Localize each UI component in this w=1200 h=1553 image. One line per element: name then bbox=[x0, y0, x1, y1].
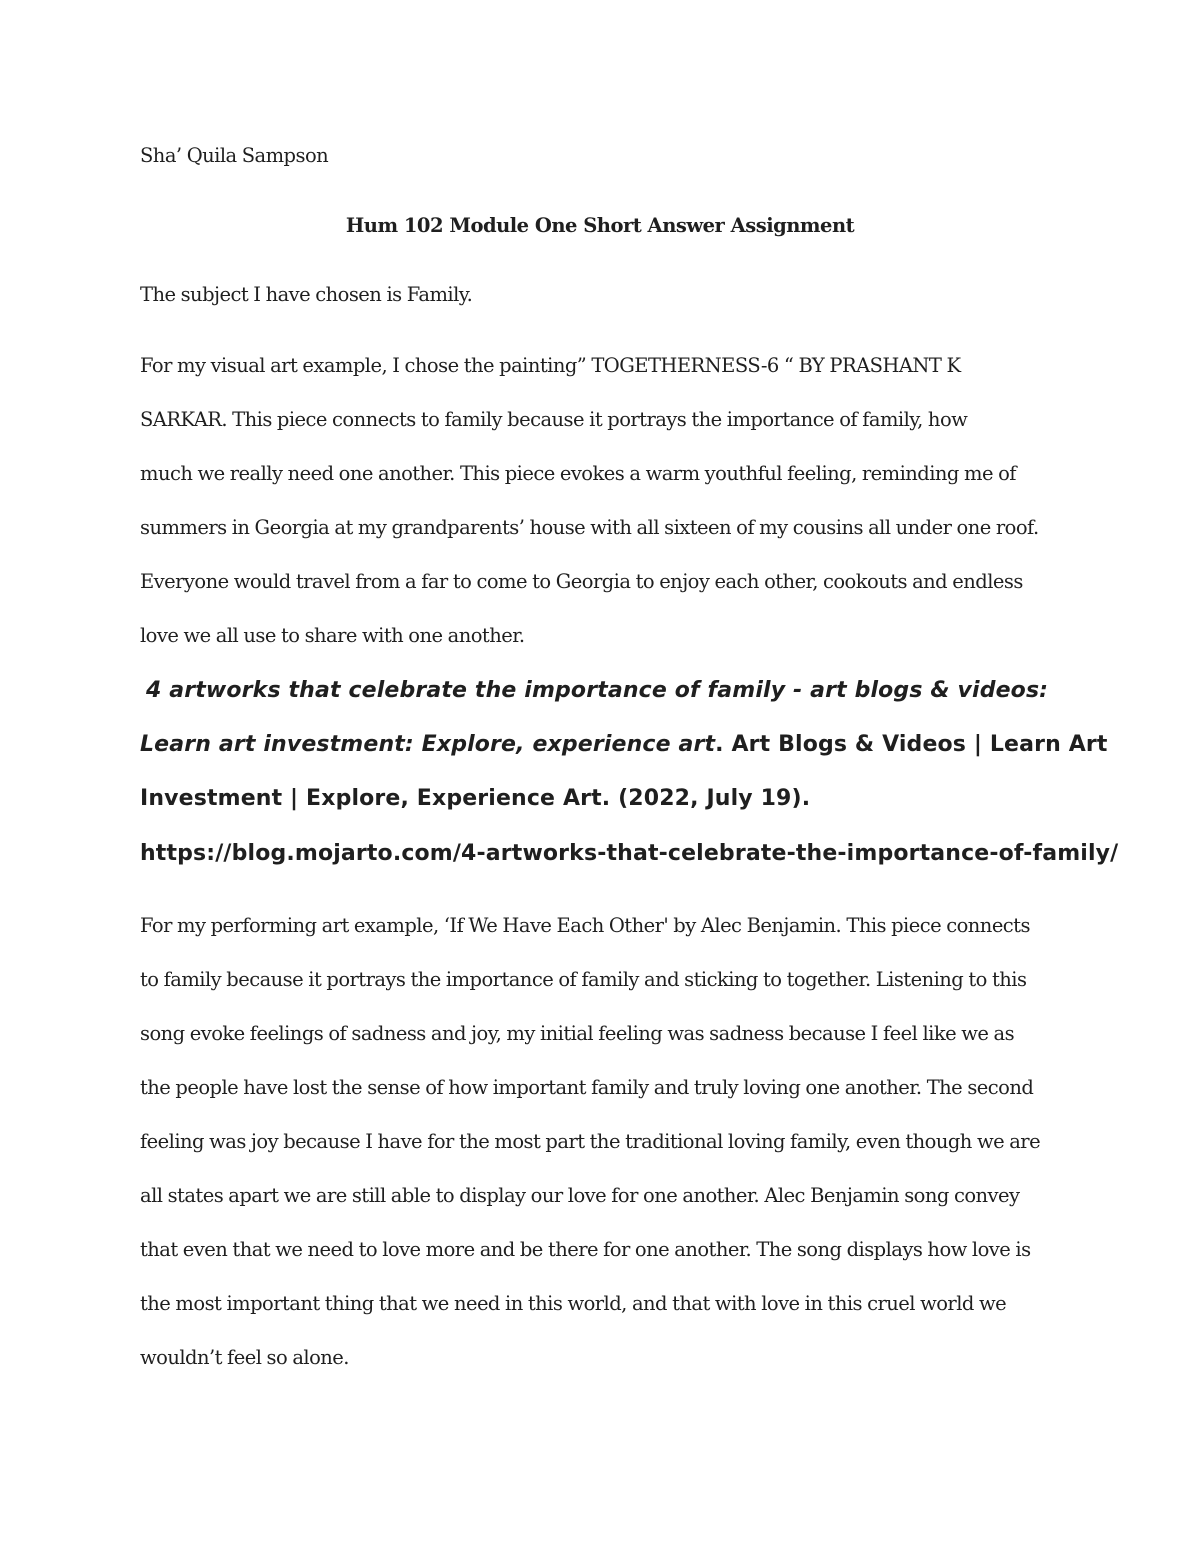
paragraph-line: that even that we need to love more and be there for one another. The song displays how love is bbox=[140, 1238, 1031, 1261]
citation-line bbox=[140, 731, 1108, 759]
paragraph-line: all states apart we are still able to display our love for one another. Alec Benjamin song convey bbox=[140, 1184, 1020, 1207]
citation-line: Investment | Explore, Experience Art. (2022, July 19). bbox=[140, 786, 811, 811]
citation-title-part1: 4 artworks that celebrate the importance of family - art blogs & videos: bbox=[146, 678, 1049, 703]
subject-statement: The subject I have chosen is Family. bbox=[140, 283, 473, 306]
citation-source: . Art Blogs & Videos | Learn Art bbox=[715, 732, 1108, 757]
citation-url: https://blog.mojarto.com/4-artworks-that-celebrate-the-importance-of-family/ bbox=[140, 841, 1119, 866]
author-name: Sha’ Quila Sampson bbox=[140, 144, 329, 167]
paragraph-line: to family because it portrays the importance of family and sticking to together. Listening to this bbox=[140, 968, 1027, 991]
paragraph-line: much we really need one another. This piece evokes a warm youthful feeling, reminding me of bbox=[140, 462, 1016, 485]
paragraph-line: SARKAR. This piece connects to family because it portrays the importance of family, how bbox=[140, 408, 968, 431]
paragraph-line: love we all use to share with one another. bbox=[140, 624, 525, 647]
paragraph-line: song evoke feelings of sadness and joy, my initial feeling was sadness because I feel like we as bbox=[140, 1022, 1015, 1045]
paragraph-line: For my performing art example, ‘If We Have Each Other' by Alec Benjamin. This piece connects bbox=[140, 914, 1030, 937]
paragraph-line: Everyone would travel from a far to come to Georgia to enjoy each other, cookouts and endless bbox=[140, 570, 1023, 593]
assignment-title: Hum 102 Module One Short Answer Assignment bbox=[345, 214, 855, 237]
paragraph-line: the most important thing that we need in this world, and that with love in this cruel world we bbox=[140, 1292, 1007, 1315]
paragraph-line: the people have lost the sense of how important family and truly loving one another. The second bbox=[140, 1076, 1034, 1099]
paragraph-line: feeling was joy because I have for the most part the traditional loving family, even though we are bbox=[140, 1130, 1041, 1153]
paragraph-line: summers in Georgia at my grandparents’ house with all sixteen of my cousins all under one roof. bbox=[140, 516, 1039, 539]
paragraph-line: wouldn’t feel so alone. bbox=[140, 1346, 349, 1369]
citation-title-part2: Learn art investment: Explore, experience art bbox=[140, 732, 716, 757]
paragraph-line: For my visual art example, I chose the painting” TOGETHERNESS-6 “ BY PRASHANT K bbox=[140, 354, 961, 377]
citation-line bbox=[146, 677, 1048, 705]
